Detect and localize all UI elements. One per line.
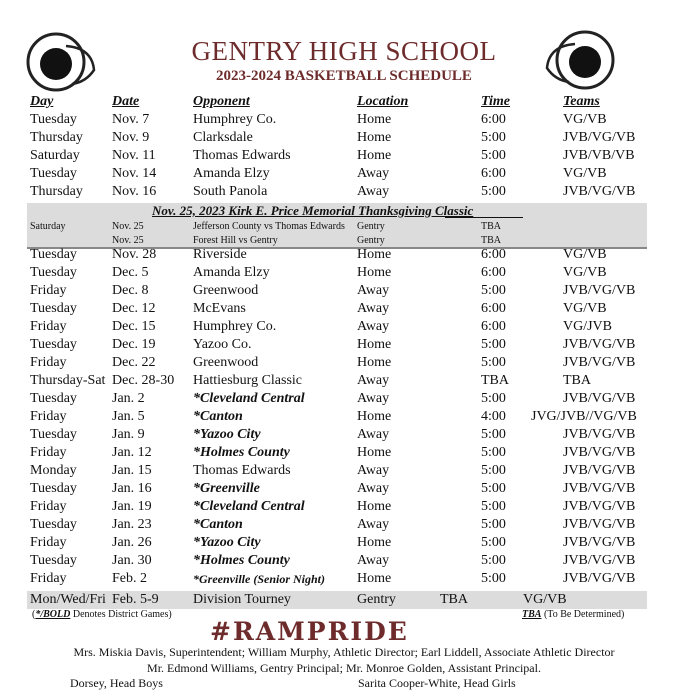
time-cell: 5:00 (481, 445, 506, 460)
teams-cell: JVB/VG/VB (563, 184, 636, 199)
day-cell: Thursday (30, 130, 83, 145)
time-cell: 6:00 (481, 247, 506, 262)
tourney-day: Mon/Wed/Fri (30, 592, 106, 607)
teams-cell: JVB/VG/VB (563, 391, 636, 406)
date-cell: Jan. 19 (112, 499, 152, 514)
opponent-cell: *Cleveland Central (193, 499, 305, 514)
opponent-cell: *Canton (193, 517, 243, 532)
classic-cell: Gentry (357, 221, 385, 232)
opponent-cell: *Yazoo City (193, 535, 261, 550)
location-cell: Home (357, 130, 392, 145)
day-cell: Friday (30, 571, 67, 586)
teams-cell: JVB/VG/VB (563, 481, 636, 496)
tba-key: TBA (522, 609, 542, 620)
column-header: Opponent (193, 94, 250, 109)
day-cell: Tuesday (30, 247, 77, 262)
date-cell: Nov. 14 (112, 166, 157, 181)
location-cell: Away (357, 517, 390, 532)
game-row (27, 444, 647, 462)
opponent-cell: Amanda Elzy (193, 166, 270, 181)
time-cell: 5:00 (481, 463, 506, 478)
tourney-time: TBA (440, 592, 468, 607)
teams-cell: JVB/VG/VB (563, 427, 636, 442)
time-cell: 5:00 (481, 535, 506, 550)
classic-cell: Forest Hill vs Gentry (193, 235, 278, 246)
teams-cell: VG/VB (563, 247, 607, 262)
teams-cell: JVB/VG/VB (563, 463, 636, 478)
opponent-cell: Humphrey Co. (193, 319, 277, 334)
time-cell: 4:00 (481, 409, 506, 424)
classic-cell: Nov. 25 (112, 235, 144, 246)
classic-cell: Nov. 25 (112, 221, 144, 232)
location-cell: Home (357, 499, 392, 514)
date-cell: Jan. 26 (112, 535, 152, 550)
game-row (27, 462, 647, 480)
date-cell: Jan. 2 (112, 391, 145, 406)
staff-line-1: Mrs. Miskia Davis, Superintendent; William Murphy, Athletic Director; Earl Liddell, Associate Athletic Director (73, 645, 615, 659)
opponent-cell: South Panola (193, 184, 268, 199)
location-cell: Home (357, 535, 392, 550)
opponent-cell: *Greenville (Senior Night) (193, 572, 325, 586)
tourney-date: Feb. 5-9 (112, 592, 159, 607)
page-subtitle: 2023-2024 BASKETBALL SCHEDULE (216, 68, 472, 84)
location-cell: Away (357, 166, 390, 181)
game-row (27, 426, 647, 444)
opponent-cell: *Yazoo City (193, 427, 261, 442)
date-cell: Nov. 16 (112, 184, 157, 199)
classic-title: Nov. 25, 2023 Kirk E. Price Memorial Thanksgiving Classic (152, 203, 474, 218)
column-header: Day (30, 94, 54, 109)
location-cell: Home (357, 148, 392, 163)
game-row (27, 534, 647, 552)
note-paren: ( (32, 609, 36, 620)
day-cell: Friday (30, 409, 67, 424)
district-key: */BOLD (35, 609, 71, 620)
opponent-cell: McEvans (193, 301, 246, 316)
location-cell: Home (357, 247, 392, 262)
teams-cell: VG/VB (563, 265, 607, 280)
classic-cell: TBA (481, 235, 501, 246)
classic-cell: Gentry (357, 235, 385, 246)
day-cell: Thursday-Sat (30, 373, 106, 388)
location-cell: Away (357, 184, 390, 199)
opponent-cell: *Greenville (193, 481, 260, 496)
day-cell: Tuesday (30, 481, 77, 496)
opponent-cell: *Holmes County (193, 553, 290, 568)
date-cell: Dec. 5 (112, 265, 149, 280)
day-cell: Friday (30, 499, 67, 514)
day-cell: Tuesday (30, 391, 77, 406)
game-row (27, 264, 647, 282)
location-cell: Away (357, 553, 390, 568)
location-cell: Away (357, 463, 390, 478)
game-row (27, 147, 647, 165)
opponent-cell: Greenwood (193, 355, 259, 370)
opponent-cell: Yazoo Co. (193, 337, 252, 352)
date-cell: Dec. 8 (112, 283, 149, 298)
game-row (27, 246, 647, 264)
date-cell: Jan. 23 (112, 517, 152, 532)
location-cell: Away (357, 427, 390, 442)
teams-cell: JVB/VG/VB (563, 445, 636, 460)
tourney-teams: VG/VB (523, 592, 567, 607)
location-cell: Away (357, 283, 390, 298)
game-row (27, 318, 647, 336)
time-cell: 5:00 (481, 355, 506, 370)
column-header: Teams (563, 94, 600, 109)
day-cell: Tuesday (30, 112, 77, 127)
opponent-cell: *Holmes County (193, 445, 290, 460)
teams-cell: VG/VB (563, 112, 607, 127)
game-row (27, 183, 647, 201)
teams-cell: VG/JVB (563, 319, 613, 334)
game-row (27, 390, 647, 408)
game-row (27, 408, 647, 426)
teams-cell: JVG/JVB//VG/VB (531, 409, 637, 424)
date-cell: Dec. 12 (112, 301, 156, 316)
classic-cell: Saturday (30, 221, 66, 232)
game-row (27, 372, 647, 390)
day-cell: Friday (30, 535, 67, 550)
date-cell: Dec. 28-30 (112, 373, 175, 388)
game-row (27, 552, 647, 570)
location-cell: Home (357, 337, 392, 352)
time-cell: 5:00 (481, 148, 506, 163)
time-cell: 6:00 (481, 301, 506, 316)
time-cell: TBA (481, 373, 509, 388)
tourney-opponent: Division Tourney (193, 592, 291, 607)
day-cell: Friday (30, 319, 67, 334)
column-header: Location (357, 94, 409, 109)
day-cell: Tuesday (30, 427, 77, 442)
date-cell: Jan. 16 (112, 481, 152, 496)
day-cell: Friday (30, 445, 67, 460)
time-cell: 6:00 (481, 166, 506, 181)
teams-cell: JVB/VG/VB (563, 535, 636, 550)
time-cell: 5:00 (481, 427, 506, 442)
time-cell: 5:00 (481, 391, 506, 406)
day-cell: Tuesday (30, 337, 77, 352)
opponent-cell: *Cleveland Central (193, 391, 305, 406)
time-cell: 5:00 (481, 130, 506, 145)
time-cell: 5:00 (481, 553, 506, 568)
day-cell: Friday (30, 355, 67, 370)
teams-cell: JVB/VG/VB (563, 355, 636, 370)
tourney-location: Gentry (357, 592, 396, 607)
game-row (27, 498, 647, 516)
opponent-cell: Clarksdale (193, 130, 253, 145)
game-row (27, 165, 647, 183)
staff-line-2: Mr. Edmond Williams, Gentry Principal; Mr. Monroe Golden, Assistant Principal. (147, 661, 541, 675)
day-cell: Monday (30, 463, 77, 478)
location-cell: Home (357, 265, 392, 280)
date-cell: Nov. 28 (112, 247, 157, 262)
classic-title-underline (445, 217, 523, 218)
district-text: Denotes District Games) (70, 609, 172, 620)
game-row (27, 111, 647, 129)
day-cell: Tuesday (30, 517, 77, 532)
location-cell: Home (357, 445, 392, 460)
game-row (27, 516, 647, 534)
location-cell: Away (357, 319, 390, 334)
date-cell: Dec. 15 (112, 319, 156, 334)
day-cell: Tuesday (30, 166, 77, 181)
opponent-cell: Humphrey Co. (193, 112, 277, 127)
classic-cell: Jefferson County vs Thomas Edwards (193, 221, 345, 232)
day-cell: Tuesday (30, 265, 77, 280)
date-cell: Feb. 2 (112, 571, 147, 586)
coach-boys: Dorsey, Head Boys (70, 676, 163, 690)
location-cell: Away (357, 301, 390, 316)
date-cell: Nov. 9 (112, 130, 150, 145)
opponent-cell: Hattiesburg Classic (193, 373, 303, 388)
column-header: Time (481, 94, 511, 109)
game-row (27, 480, 647, 498)
teams-cell: JVB/VG/VB (563, 571, 636, 586)
teams-cell: JVB/VG/VB (563, 337, 636, 352)
day-cell: Friday (30, 283, 67, 298)
coach-girls: Sarita Cooper-White, Head Girls (358, 676, 516, 690)
opponent-cell: *Canton (193, 409, 243, 424)
date-cell: Dec. 19 (112, 337, 156, 352)
game-row (27, 282, 647, 300)
classic-row (27, 219, 647, 234)
opponent-cell: Thomas Edwards (193, 463, 291, 478)
teams-cell: JVB/VG/VB (563, 130, 636, 145)
classic-cell: TBA (481, 221, 501, 232)
teams-cell: JVB/VB/VB (563, 148, 635, 163)
game-row (27, 354, 647, 372)
location-cell: Home (357, 355, 392, 370)
day-cell: Tuesday (30, 553, 77, 568)
date-cell: Nov. 11 (112, 148, 156, 163)
time-cell: 5:00 (481, 517, 506, 532)
time-cell: 5:00 (481, 337, 506, 352)
date-cell: Jan. 30 (112, 553, 152, 568)
time-cell: 5:00 (481, 481, 506, 496)
time-cell: 5:00 (481, 283, 506, 298)
time-cell: 5:00 (481, 571, 506, 586)
day-cell: Saturday (30, 148, 80, 163)
teams-cell: JVB/VG/VB (563, 499, 636, 514)
opponent-cell: Riverside (193, 247, 247, 262)
teams-cell: VG/VB (563, 166, 607, 181)
game-row (27, 129, 647, 147)
game-row (27, 300, 647, 318)
time-cell: 6:00 (481, 265, 506, 280)
location-cell: Away (357, 481, 390, 496)
ramride-hashtag: #RAMPRIDE (210, 617, 409, 646)
time-cell: 5:00 (481, 184, 506, 199)
date-cell: Jan. 5 (112, 409, 145, 424)
location-cell: Home (357, 409, 392, 424)
opponent-cell: Greenwood (193, 283, 259, 298)
date-cell: Nov. 7 (112, 112, 150, 127)
opponent-cell: Amanda Elzy (193, 265, 270, 280)
date-cell: Jan. 9 (112, 427, 145, 442)
date-cell: Jan. 15 (112, 463, 152, 478)
tourney-row (27, 591, 647, 609)
time-cell: 5:00 (481, 499, 506, 514)
page-title: GENTRY HIGH SCHOOL (191, 36, 497, 66)
game-row (27, 336, 647, 354)
game-row (27, 570, 647, 588)
teams-cell: VG/VB (563, 301, 607, 316)
location-cell: Home (357, 112, 392, 127)
district-note (32, 609, 172, 620)
opponent-cell: Thomas Edwards (193, 148, 291, 163)
teams-cell: TBA (563, 373, 591, 388)
teams-cell: JVB/VG/VB (563, 517, 636, 532)
column-header: Date (112, 94, 140, 109)
tba-note (522, 609, 624, 620)
day-cell: Tuesday (30, 301, 77, 316)
day-cell: Thursday (30, 184, 83, 199)
teams-cell: JVB/VG/VB (563, 553, 636, 568)
location-cell: Away (357, 391, 390, 406)
location-cell: Away (357, 373, 390, 388)
tba-text: (To Be Determined) (541, 609, 625, 620)
location-cell: Home (357, 571, 392, 586)
time-cell: 6:00 (481, 112, 506, 127)
date-cell: Dec. 22 (112, 355, 156, 370)
time-cell: 6:00 (481, 319, 506, 334)
teams-cell: JVB/VG/VB (563, 283, 636, 298)
date-cell: Jan. 12 (112, 445, 152, 460)
